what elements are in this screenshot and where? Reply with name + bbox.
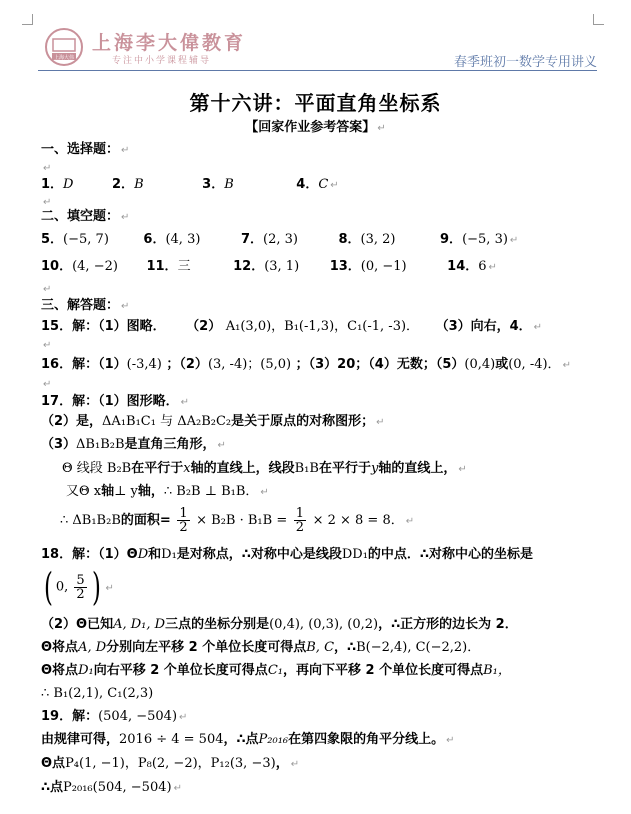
- answer-row-10-14: 10．(4, −2) 11．三 12．(3, 1) 13．(0, −1) 14．6 ↵: [41, 259, 497, 274]
- fraction-half: $\frac{1}{2}$: [179, 506, 188, 535]
- blank-line: ↵: [43, 163, 52, 174]
- fraction-half: $\frac{1}{2}$: [295, 506, 305, 535]
- section-3-heading: 三、解答题： ↵: [41, 298, 130, 313]
- blank-line: ↵: [43, 340, 52, 351]
- blank-line: ↵: [43, 197, 52, 208]
- section-2-heading: 二、填空题： ↵: [41, 209, 130, 224]
- header-divider: [38, 70, 597, 71]
- fraction-five-halves: $\frac{5}{2}$: [76, 572, 85, 602]
- q17-line-5: 又Θ x轴⊥ y轴，∴ B₂B ⊥ B₁B． ↵: [66, 484, 269, 499]
- q17-line-3: （3）ΔB₁B₂B是直角三角形， ↵: [41, 437, 226, 452]
- q17-line-2: （2）是，ΔA₁B₁C₁ 与 ΔA₂B₂C₂是关于原点的对称图形； ↵: [41, 414, 385, 429]
- brand-name: 上海李大偉教育: [92, 32, 247, 54]
- q17-line-6: ∴ ΔB₁B₂B的面积= $\frac{1}{2}$ × B₂B · B₁B = $\frac{1}{2}$ × 2 × 8 = 8． ↵: [60, 506, 415, 535]
- course-label: 春季班初一数学专用讲义: [453, 55, 597, 70]
- q17-line-4: Θ 线段 B₂B在平行于x轴的直线上，线段B₁B在平行于y轴的直线上， ↵: [62, 461, 467, 476]
- q16-answer: 16．解：（1）(-3,4) ；（2）(3, -4)；(5,0) ；（3）20；（4）无数；（5）(0,4)或(0, -4)． ↵: [41, 357, 571, 372]
- blank-line: ↵: [43, 379, 52, 390]
- section-1-heading: 一、选择题： ↵: [41, 142, 130, 157]
- q19-line-2: 由规律可得，2016 ÷ 4 = 504，∴点P₂₀₁₆在第四象限的角平分线上。 ↵: [41, 732, 455, 747]
- logo-icon: [44, 27, 84, 67]
- q18-line-6: ∴ B₁(2,1), C₁(2,3): [41, 686, 154, 701]
- q18-line-5: Θ将点D₁向右平移 2 个单位长度可得点C₁，再向下平移 2 个单位长度可得点B₁，: [41, 663, 511, 678]
- answer-row-1-4: 1．D 2．B 3．B 4．C ↵: [41, 177, 339, 192]
- q18-line-1: 18．解：（1）ΘD和D₁是对称点，∴对称中心是线段DD₁的中点．∴对称中心的坐标是: [41, 547, 533, 562]
- page-header: [0, 0, 631, 72]
- q18-line-3: （2）Θ已知A, D₁, D三点的坐标分别是(0,4), (0,3), (0,2)，∴正方形的边长为 2．: [41, 617, 518, 632]
- q18-center-coordinate: ( 0, $\frac{5}{2}$ ) ↵: [43, 565, 114, 609]
- answer-row-5-9: 5．(−5, 7) 6．(4, 3) 7．(2, 3) 8．(3, 2) 9．(−5, 3) ↵: [41, 232, 519, 247]
- logo-label: 上海大伟: [53, 55, 75, 61]
- q19-line-4: ∴点P₂₀₁₆(504, −504) ↵: [41, 780, 182, 795]
- page-title: 第十六讲：平面直角坐标系: [189, 91, 442, 115]
- brand-slogan: 专注中小学课程辅导: [112, 56, 212, 66]
- q17-line-1: 17．解：（1）图形略． ↵: [41, 394, 190, 409]
- blank-line: ↵: [43, 284, 52, 295]
- q15-answer: 15．解：（1）图略． （2） A₁(3,0)，B₁(-1,3)，C₁(-1, -3)． （3）向右，4． ↵: [41, 319, 543, 334]
- q18-line-4: Θ将点A, D分别向左平移 2 个单位长度可得点B, C，∴B(−2,4), C(−2,2)．: [41, 640, 481, 655]
- page-subtitle: 【回家作业参考答案】 ↵: [245, 120, 386, 135]
- q19-line-1: 19．解：(504, −504) ↵: [41, 709, 188, 724]
- q19-line-3: Θ点P₄(1, −1)，P₈(2, −2)，P₁₂(3, −3)， ↵: [41, 756, 300, 771]
